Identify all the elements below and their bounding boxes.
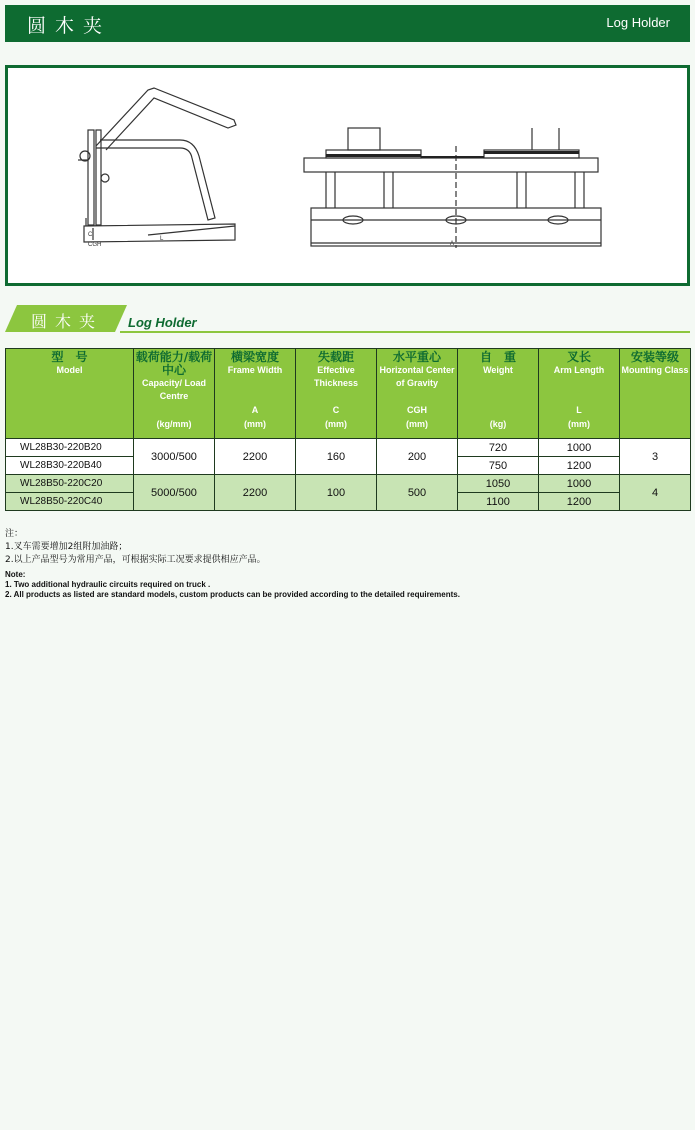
cell-weight: 720 xyxy=(458,439,539,457)
cell-model: WL28B30-220B40 xyxy=(6,457,134,475)
cell-weight: 1100 xyxy=(458,493,539,511)
notes-en-1: 1. Two additional hydraulic circuits required on truck . xyxy=(5,580,211,589)
table-row xyxy=(6,439,691,457)
drawing-label-cgh: CGH xyxy=(88,242,102,248)
notes-en-2: 2. All products as listed are standard models, custom products can be provided according to the detailed requirements. xyxy=(5,590,460,599)
cell-thickness: 160 xyxy=(296,439,377,475)
side-view xyxy=(78,88,236,242)
cell-arm-length: 1200 xyxy=(539,457,620,475)
cell-model: WL28B50-220C20 xyxy=(6,475,134,493)
cell-width: 2200 xyxy=(215,439,296,475)
notes-zh-title: 注： xyxy=(5,529,24,539)
notes xyxy=(5,528,460,600)
cell-weight: 1050 xyxy=(458,475,539,493)
cell-mounting: 3 xyxy=(620,439,691,475)
notes-zh-1: 1.叉车需要增加2组附加油路； xyxy=(5,542,128,552)
section-title-en: Log Holder xyxy=(128,315,197,330)
cell-arm-length: 1000 xyxy=(539,475,620,493)
cell-cgh: 500 xyxy=(377,475,458,511)
front-view xyxy=(304,128,601,248)
cell-model: WL28B50-220C40 xyxy=(6,493,134,511)
drawing-label-c: C xyxy=(88,232,93,238)
header-row xyxy=(6,349,691,439)
section-title-zh: 圆木夹 xyxy=(31,312,104,331)
notes-zh-2: 2.以上产品型号为常用产品，可根据实际工况要求提供相应产品。 xyxy=(5,555,266,565)
cell-arm-length: 1000 xyxy=(539,439,620,457)
drawing-label-a: A xyxy=(450,241,455,247)
cell-weight: 750 xyxy=(458,457,539,475)
table-row xyxy=(6,475,691,493)
header-capacity: 载荷能力/载荷中心 Capacity/ Load Centre (kg/mm) xyxy=(134,349,215,439)
header-weight: 自 重 Weight (kg) xyxy=(458,349,539,439)
header-frame-width: 横梁宽度 Frame Width A (mm) xyxy=(215,349,296,439)
notes-en-title: Note: xyxy=(5,570,26,579)
section-header xyxy=(5,305,690,335)
front-view-fills xyxy=(326,151,579,158)
cell-thickness: 100 xyxy=(296,475,377,511)
banner-title-zh: 圆木夹 xyxy=(27,15,112,37)
header-mounting-class: 安装等级 Mounting Class xyxy=(620,349,691,439)
cell-mounting: 4 xyxy=(620,475,691,511)
section-rule xyxy=(120,331,690,333)
log-holder-drawing xyxy=(8,68,687,283)
drawing-label-l: L xyxy=(160,236,164,242)
banner-title-en: Log Holder xyxy=(606,15,670,30)
header-arm-length: 叉长 Arm Length L (mm) xyxy=(539,349,620,439)
cell-capacity: 5000/500 xyxy=(134,475,215,511)
spec-table xyxy=(5,348,691,511)
cell-arm-length: 1200 xyxy=(539,493,620,511)
header-cgh: 水平重心 Horizontal Center of Gravity CGH (mm) xyxy=(377,349,458,439)
top-banner xyxy=(5,5,690,42)
header-model: 型 号 Model xyxy=(6,349,134,439)
header-effective-thickness: 失载距 Effective Thickness C (mm) xyxy=(296,349,377,439)
cell-width: 2200 xyxy=(215,475,296,511)
cell-cgh: 200 xyxy=(377,439,458,475)
cell-model: WL28B30-220B20 xyxy=(6,439,134,457)
cell-capacity: 3000/500 xyxy=(134,439,215,475)
technical-drawing xyxy=(5,65,690,286)
